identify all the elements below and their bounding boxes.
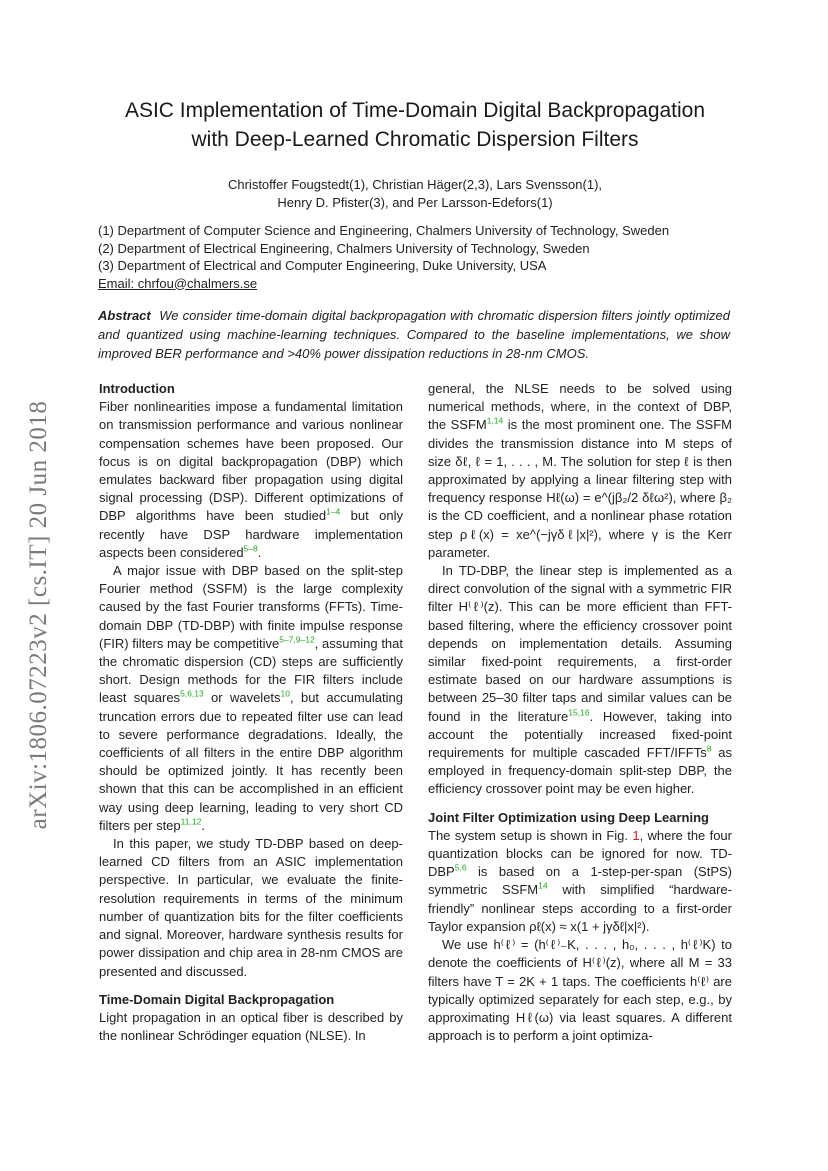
text-run: is based on a 1-step-per-span (StPS) symmetric SSFM (428, 864, 732, 898)
authors-line-1: Christoffer Fougstedt(1), Christian Häger(2,3), Lars Svensson(1), (227, 177, 603, 192)
affiliation-3: (3) Department of Electrical and Computer Engineering, Duke University, USA (98, 258, 547, 273)
tddbp-paragraph-2 (428, 562, 732, 799)
text-run: A major issue with DBP based on the split-step Fourier method (SSFM) is the large complexity caused by the fast Fourier transforms (FFTs). Time-domain DBP (TD-DBP) with finite impulse response (FIR) filters may be competitive (99, 563, 403, 651)
title-line-2: with Deep-Learned Chromatic Dispersion Filters (191, 128, 639, 151)
citation-link[interactable]: 1,14 (486, 416, 504, 427)
text-run: The system setup is shown in Fig. (428, 827, 633, 843)
intro-paragraph-3: In this paper, we study TD-DBP based on deep-learned CD filters from an ASIC implementation perspective. In particular, we evaluate the finite-resolution requirements in terms of the minimum number of quantization bits for the filter coefficients and signal. Moreover, hardware synthesis results for power dissipation and chip area in 28-nm CMOS are presented and discussed. (99, 836, 403, 979)
citation-link[interactable]: 5–7,9–12 (279, 634, 315, 645)
right-column (428, 380, 732, 1045)
title-line-1: ASIC Implementation of Time-Domain Digital Backpropagation (124, 99, 706, 122)
citation-link[interactable]: 8 (706, 743, 712, 754)
text-run: . However, taking into account the potentially increased fixed-point requirements for multiple cascaded FFT/IFFTs (428, 708, 732, 761)
text-run: with simplified “hardware-friendly” nonlinear steps according to a first-order Taylor expansion ρℓ(x) ≈ x(1 + jγδℓ|x|²). (428, 882, 732, 934)
joint-paragraph-1 (428, 827, 732, 936)
paper-title (60, 96, 770, 154)
author-list (110, 176, 720, 212)
text-run: Fiber nonlinearities impose a fundamental limitation on transmission performance and various nonlinear compensation schemes have been proposed. Our focus is on digital backpropagation (DBP) which emulates backward fiber propagation using digital signal processing (DSP). Different optimizations of DBP algorithms have been studied (99, 399, 403, 524)
citation-link[interactable]: 15,16 (568, 707, 590, 718)
email-link[interactable]: Email: chrfou@chalmers.se (98, 275, 258, 291)
citation-link[interactable]: 5,6,13 (180, 689, 204, 700)
text-run: or wavelets (203, 690, 281, 706)
text-run: but only recently have DSP hardware implementation aspects been considered (99, 508, 403, 560)
text-run: , but accumulating truncation errors due to repeated filter use can lead to severe performance degradations. Ideally, the coefficients of all filters in the entire DBP algorithm should be optimized jointly. It has recently been shown that this can be accomplished in an efficient way using deep learning, leading to very short CD filters per step (99, 690, 403, 833)
citation-link[interactable]: 14 (538, 881, 548, 892)
joint-paragraph-2: We use h⁽ℓ⁾ = (h⁽ℓ⁾₋K, . . . , h₀, . . . , h⁽ℓ⁾K) to denote the coefficients of H⁽ℓ⁾(z), where all M = 33 filters have T = 2K + 1 taps. The coefficients h⁽ℓ⁾ are typically optimized separately for each step, e.g., by approximating Hℓ(ω) via least squares. A different approach is to perform a joint optimiza- (428, 937, 732, 1044)
text-run: , where the four quantization blocks can be ignored for now. TD-DBP (428, 827, 732, 880)
text-run: is the most prominent one. The SSFM divides the transmission distance into M steps of size δℓ, ℓ = 1, . . . , M. The solution for step ℓ is then approximated by applying a linear filtering step with frequency response Hℓ(ω) = e^(jβ₂/2 δℓω²), where β₂ is the CD coefficient, and a nonlinear phase rotation step ρℓ(x) = xe^(−jγδℓ|x|²), where γ is the Kerr parameter. (428, 417, 732, 560)
affiliation-2: (2) Department of Electrical Engineering, Chalmers University of Technology, Sweden (98, 240, 590, 256)
authors-line-2: Henry D. Pfister(3), and Per Larsson-Edefors(1) (277, 195, 553, 210)
arxiv-sidebar (22, 380, 56, 850)
text-run: In TD-DBP, the linear step is implemented as a direct convolution of the signal with a symmetric FIR filter H⁽ℓ⁾(z). This can be more efficient than FFT-based filtering, where the efficiency crossover point depends on implementation details. Assuming similar fixed-point requirements, a first-order estimate based on our hardware assumptions is between 25–30 filter taps and similar values can be found in the literature (428, 563, 732, 724)
abstract (98, 306, 730, 363)
abstract-text: We consider time-domain digital backpropagation with chromatic dispersion filters jointly optimized and quantized using machine-learning techniques. Compared to the baseline implementations, we show improved BER performance and >40% power dissipation reductions in 28-nm CMOS. (98, 308, 730, 361)
citation-link[interactable]: 5,6 (454, 862, 467, 873)
citation-link[interactable]: 1–4 (326, 507, 341, 518)
section-heading-joint-optimization: Joint Filter Optimization using Deep Learning (428, 809, 709, 825)
citation-link[interactable]: 10 (280, 689, 291, 700)
arxiv-stamp: arXiv:1806.07223v2 [cs.IT] 20 Jun 2018 (25, 400, 52, 830)
section-heading-tddbp: Time-Domain Digital Backpropagation (99, 991, 335, 1007)
abstract-label: Abstract (98, 308, 151, 323)
tddbp-paragraph-1: Light propagation in an optical fiber is described by the nonlinear Schrödinger equation (NLSE). In (99, 1009, 403, 1044)
text-run: , assuming that the chromatic dispersion (CD) steps are sufficiently short. Design methods for the FIR filters include least squares (99, 635, 403, 706)
text-run: as employed in frequency-domain split-step DBP, the efficiency crossover point may be even higher. (428, 745, 733, 797)
section-heading-introduction: Introduction (99, 381, 175, 396)
tddbp-paragraph-1-cont (428, 380, 732, 562)
affiliation-1: (1) Department of Computer Science and Engineering, Chalmers University of Technology, Sweden (98, 223, 670, 238)
citation-link[interactable]: 11,12 (180, 816, 202, 827)
citation-link[interactable]: 5–8 (243, 543, 258, 554)
left-column (99, 380, 403, 1045)
text-run: general, the NLSE needs to be solved using numerical methods, where, in the context of DBP, the SSFM (428, 381, 732, 433)
affiliations (98, 222, 738, 292)
intro-paragraph-1: Fiber nonlinearities impose a fundamental limitation on transmission performance and various nonlinear compensation schemes have been proposed. Our focus is on digital backpropagation (DBP) which emulates backward fiber propagation using digital signal processing (DSP). Different optimizations of DBP algorithms have been studied$^{1-4}$ but only recently have DSP hardware implementation aspects been considered$^{5-8}$. (99, 399, 403, 560)
figure-ref-link[interactable]: 1 (632, 827, 640, 843)
intro-paragraph-2: A major issue with DBP based on the split-step Fourier method (SSFM) is the large complexity caused by the fast Fourier transforms (FFTs). Time-domain DBP (TD-DBP) with finite impulse response (FIR) filters may be competitive$^{5-7,9-12}$, assuming that the chromatic dispersion (CD) steps are sufficiently short. Design methods for the FIR filters include least squares$^{5,6,13}$ or wavelets$^{10}$, but accumulating truncation errors due to repeated filter use can lead to severe performance degradations. Ideally, the coefficients of all filters in the entire DBP algorithm should be optimized jointly. It has recently been shown that this can be accomplished in an efficient way using deep learning, leading to very short CD filters per step$^{11,12}$. (99, 563, 403, 833)
